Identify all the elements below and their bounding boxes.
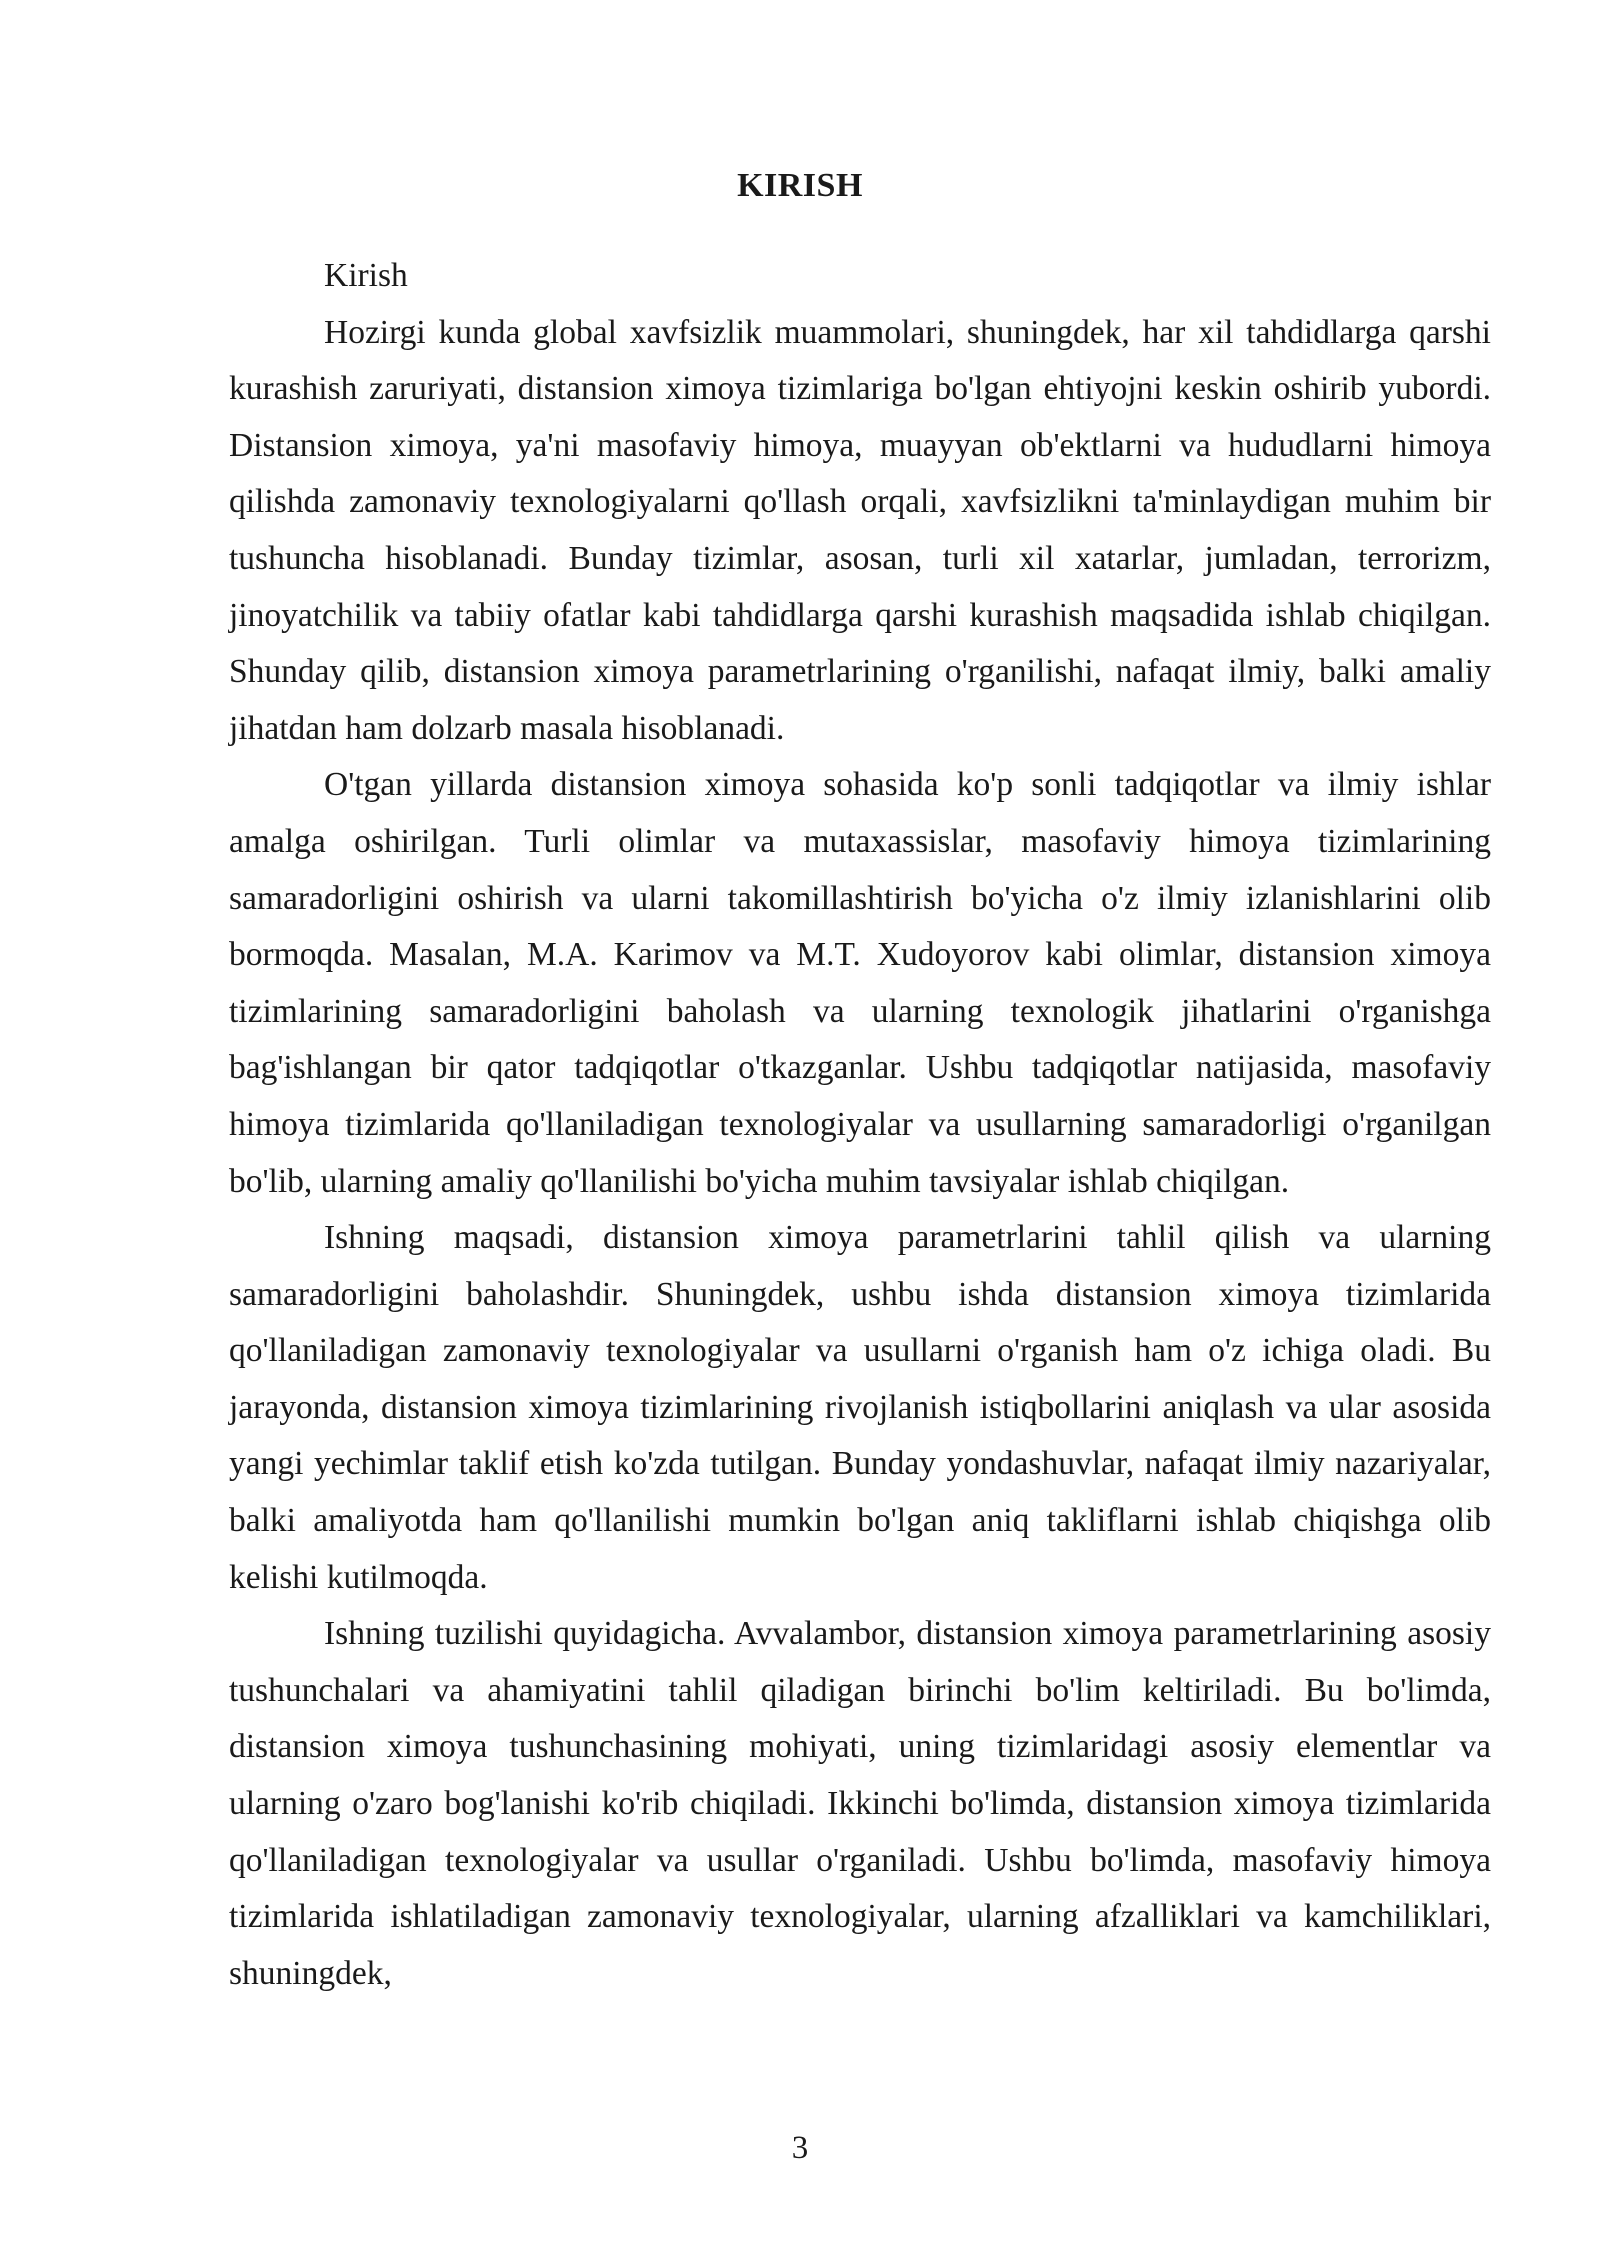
section-subtitle: Kirish xyxy=(324,257,408,294)
paragraph-3: Ishning maqsadi, distansion ximoya parametrlarini tahlil qilish va ularning samaradorligini baholashdir. Shuningdek, ushbu ishda distansion ximoya tizimlarida qo'llaniladigan zamonaviy texnologiyalar va usullarni o'rganish ham o'z ichiga oladi. Bu jarayonda, distansion ximoya tizimlarining rivojlanish istiqbollarini aniqlash va ular asosida yangi yechimlar taklif etish ko'zda tutilgan. Bunday yondashuvlar, nafaqat ilmiy nazariyalar, balki amaliyotda ham qo'llanilishi mumkin bo'lgan aniq takliflarni ishlab chiqishga olib kelishi kutilmoqda. xyxy=(229,1219,1491,1596)
paragraph-4: Ishning tuzilishi quyidagicha. Avvalambor, distansion ximoya parametrlarining asosiy tushunchalari va ahamiyatini tahlil qiladigan birinchi bo'lim keltiriladi. Bu bo'limda, distansion ximoya tushunchasining mohiyati, uning tizimlaridagi asosiy elementlar va ularning o'zaro bog'lanishi ko'rib chiqiladi. Ikkinchi bo'limda, distansion ximoya tizimlarida qo'llaniladigan texnologiyalar va usullar o'rganiladi. Ushbu bo'limda, masofaviy himoya tizimlarida ishlatiladigan zamonaviy texnologiyalar, ularning afzalliklari va kamchiliklari, shuningdek, xyxy=(229,1615,1491,1992)
body-text xyxy=(229,248,1491,2002)
page-number: 3 xyxy=(791,2130,809,2166)
page-title: KIRISH xyxy=(737,167,863,204)
paragraph-1: Hozirgi kunda global xavfsizlik muammolari, shuningdek, har xil tahdidlarga qarshi kurashish zaruriyati, distansion ximoya tizimlariga bo'lgan ehtiyojni keskin oshirib yubordi. Distansion ximoya, ya'ni masofaviy himoya, muayyan ob'ektlarni va hududlarni himoya qilishda zamonaviy texnologiyalarni qo'llash orqali, xavfsizlikni ta'minlaydigan muhim bir tushuncha hisoblanadi. Bunday tizimlar, asosan, turli xil xatarlar, jumladan, terrorizm, jinoyatchilik va tabiiy ofatlar kabi tahdidlarga qarshi kurashish maqsadida ishlab chiqilgan. Shunday qilib, distansion ximoya parametrlarining o'rganilishi, nafaqat ilmiy, balki amaliy jihatdan ham dolzarb masala hisoblanadi. xyxy=(229,313,1491,747)
paragraph-2: O'tgan yillarda distansion ximoya sohasida ko'p sonli tadqiqotlar va ilmiy ishlar amalga oshirilgan. Turli olimlar va mutaxassislar, masofaviy himoya tizimlarining samaradorligini oshirish va ularni takomillashtirish bo'yicha o'z ilmiy izlanishlarini olib bormoqda. Masalan, M.A. Karimov va M.T. Xudoyorov kabi olimlar, distansion ximoya tizimlarining samaradorligini baholash va ularning texnologik jihatlarini o'rganishga bag'ishlangan bir qator tadqiqotlar o'tkazganlar. Ushbu tadqiqotlar natijasida, masofaviy himoya tizimlarida qo'llaniladigan texnologiyalar va usullarning samaradorligi o'rganilgan bo'lib, ularning amaliy qo'llanilishi bo'yicha muhim tavsiyalar ishlab chiqilgan. xyxy=(229,766,1491,1200)
